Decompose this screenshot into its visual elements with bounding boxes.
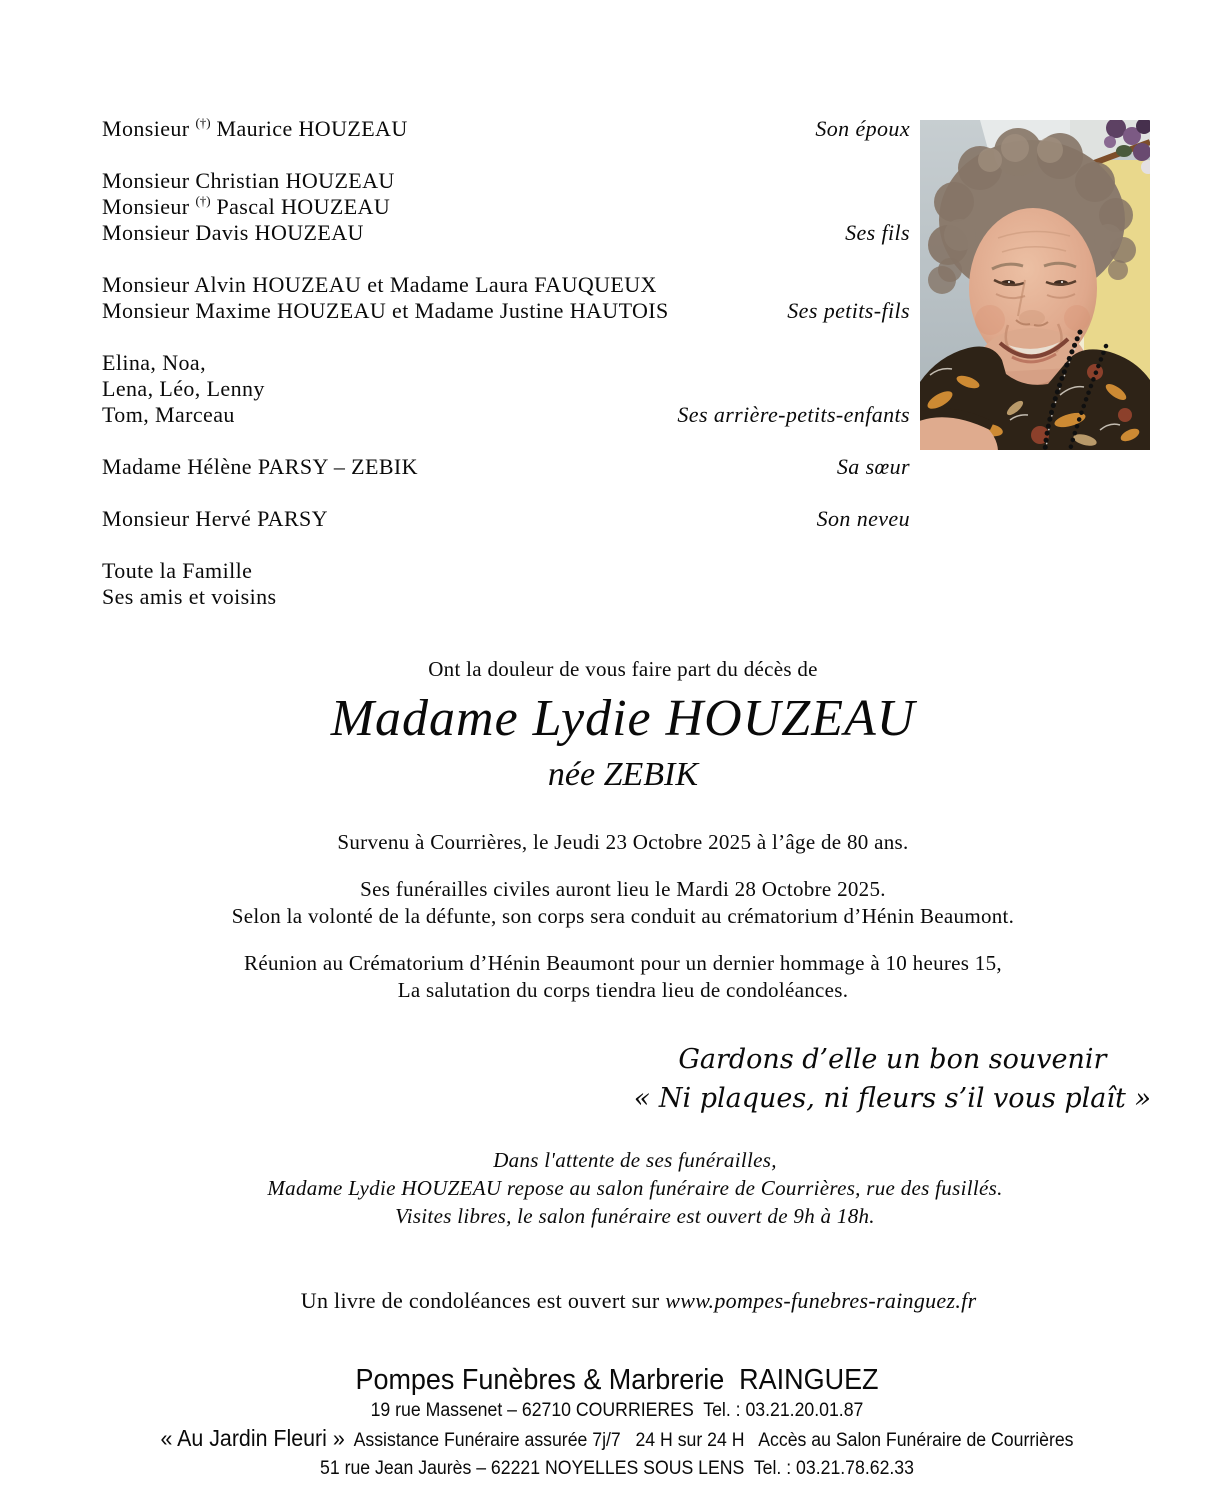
- repose-line: Visites libres, le salon funéraire est ouvert de 9h à 18h.: [395, 1204, 875, 1228]
- funeral-home-footer: [10, 1362, 1214, 1482]
- meeting-line: Réunion au Crématorium d’Hénin Beaumont pour un dernier hommage à 10 heures 15,: [244, 951, 1002, 975]
- funeral-home-brand: « Au Jardin Fleuri »: [160, 1425, 345, 1451]
- family-member-line: Elina, Noa,: [102, 350, 206, 375]
- funeral-line: Selon la volonté de la défunte, son corps sera conduit au crématorium d’Hénin Beaumont.: [231, 904, 1015, 928]
- family-group-sons: [102, 168, 910, 246]
- repose-info: [28, 1146, 1214, 1230]
- family-names: [102, 350, 265, 428]
- funeral-home-address-2: 51 rue Jean Jaurès – 62221 NOYELLES SOUS LENS Tel. : 03.21.78.62.33: [320, 1458, 914, 1479]
- member-text: Monsieur: [102, 194, 196, 219]
- ceremony-details: [16, 876, 1214, 1004]
- family-names: [102, 116, 408, 142]
- announcement: [16, 656, 1214, 856]
- funeral-home-brand-line: [52, 1424, 1181, 1456]
- relation-label: Ses fils: [845, 220, 910, 245]
- memorial-quote: [634, 1040, 1151, 1118]
- family-names: [102, 506, 328, 532]
- family-names: [102, 454, 418, 480]
- relation-label: Son époux: [815, 116, 910, 141]
- portrait-photo: [920, 120, 1150, 450]
- relation-label: Ses petits-fils: [787, 298, 910, 323]
- family-member-line: Monsieur Hervé PARSY: [102, 506, 328, 531]
- family-list: [102, 116, 910, 610]
- deceased-dagger-marker: (†): [195, 115, 211, 130]
- family-group-spouse: [102, 116, 910, 142]
- family-member-line: Monsieur Davis HOUZEAU: [102, 220, 364, 245]
- family-group-great-grandchildren: [102, 350, 910, 428]
- funeral-line: Ses funérailles civiles auront lieu le Mardi 28 Octobre 2025.: [360, 877, 886, 901]
- repose-line: Dans l'attente de ses funérailles,: [493, 1148, 777, 1172]
- family-group-nephew: [102, 506, 910, 532]
- member-text: Maurice HOUZEAU: [210, 116, 408, 141]
- funeral-home-services: Assistance Funéraire assurée 7j/7 24 H sur 24 H Accès au Salon Funéraire de Courrières: [344, 1430, 1074, 1451]
- family-member-line: [102, 116, 408, 142]
- announcement-intro: Ont la douleur de vous faire part du décès de: [428, 657, 818, 681]
- member-text: Monsieur: [102, 116, 196, 141]
- family-group-whole-family: [102, 558, 910, 610]
- family-names: [102, 272, 669, 324]
- relation-label: Ses arrière-petits-enfants: [677, 402, 910, 427]
- member-text: Pascal HOUZEAU: [210, 194, 391, 219]
- maiden-name: née ZEBIK: [547, 756, 699, 793]
- funeral-home-address-1: 19 rue Massenet – 62710 COURRIERES Tel. : 03.21.20.01.87: [370, 1400, 864, 1421]
- family-names: [102, 168, 395, 246]
- condolence-text: Un livre de condoléances est ouvert sur: [300, 1288, 666, 1313]
- family-member-line: Monsieur Christian HOUZEAU: [102, 168, 395, 193]
- family-member-line: Toute la Famille: [102, 558, 253, 583]
- death-details: Survenu à Courrières, le Jeudi 23 Octobre 2025 à l’âge de 80 ans.: [337, 830, 909, 854]
- family-member-line: Monsieur Alvin HOUZEAU et Madame Laura FAUQUEUX: [102, 272, 657, 297]
- relation-label: Sa sœur: [836, 454, 910, 479]
- relation-label: Son neveu: [816, 506, 910, 531]
- family-member-line: Lena, Léo, Lenny: [102, 376, 265, 401]
- family-member-line: Madame Hélène PARSY – ZEBIK: [102, 454, 418, 479]
- quote-line: « Ni plaques, ni fleurs s’il vous plaît »: [633, 1083, 1151, 1114]
- quote-line: Gardons d’elle un bon souvenir: [678, 1044, 1107, 1075]
- family-member-line: Monsieur Maxime HOUZEAU et Madame Justine HAUTOIS: [102, 298, 669, 323]
- condolence-website-url: www.pompes-funebres-rainguez.fr: [665, 1288, 977, 1313]
- family-names: [102, 558, 276, 610]
- family-member-line: Ses amis et voisins: [102, 584, 277, 609]
- funeral-home-name: Pompes Funèbres & Marbrerie RAINGUEZ: [355, 1364, 879, 1396]
- family-member-line: Tom, Marceau: [102, 402, 235, 427]
- family-group-grandsons: [102, 272, 910, 324]
- family-member-line: [102, 194, 395, 220]
- deceased-name: Madame Lydie HOUZEAU: [330, 690, 916, 747]
- meeting-line: La salutation du corps tiendra lieu de condoléances.: [397, 978, 849, 1002]
- deceased-dagger-marker: (†): [195, 193, 211, 208]
- repose-line: Madame Lydie HOUZEAU repose au salon funéraire de Courrières, rue des fusillés.: [267, 1176, 1003, 1200]
- portrait-photo-svg: [920, 120, 1150, 450]
- family-group-sister: [102, 454, 910, 480]
- condolence-book-line: [20, 1262, 1214, 1340]
